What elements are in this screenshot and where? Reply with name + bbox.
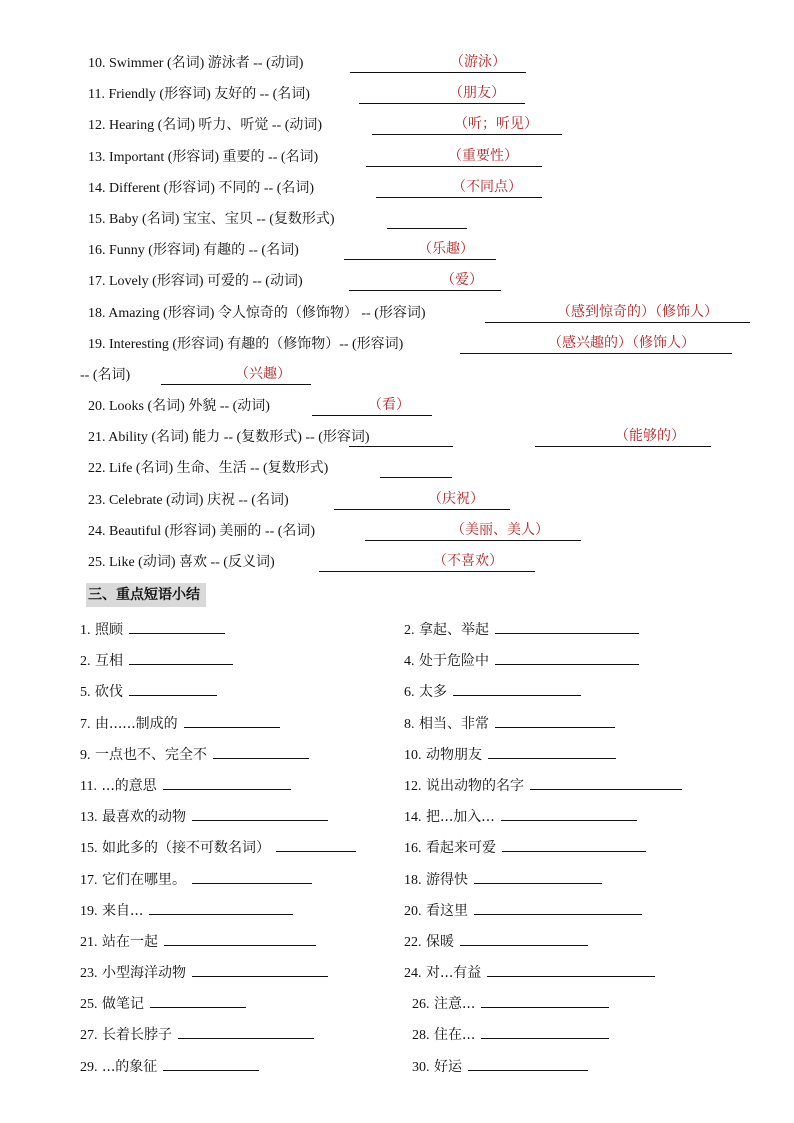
answer-blank[interactable] [163, 1054, 259, 1071]
phrase-item [80, 648, 233, 672]
phrase-number: 20. [404, 903, 422, 919]
answer-blank[interactable] [129, 617, 225, 634]
answer-text: （乐趣） [418, 241, 474, 258]
section-title: 三、重点短语小结 [86, 583, 206, 607]
answer-blank[interactable] [192, 867, 312, 884]
answer-blank[interactable] [334, 491, 510, 510]
answer-blank[interactable] [474, 867, 602, 884]
word-item-text: 18. Amazing (形容词) 令人惊奇的（修饰物） -- (形容词) [88, 305, 426, 321]
answer-blank[interactable] [149, 898, 293, 915]
answer-blank[interactable] [276, 835, 356, 852]
phrase-number: 2. [80, 654, 91, 670]
answer-blank[interactable] [535, 428, 711, 447]
word-item-text: 22. Life (名词) 生命、生活 -- (复数形式) [88, 461, 329, 477]
word-item-text: -- (名词) [80, 367, 131, 383]
answer-blank[interactable] [366, 148, 542, 167]
phrase-number: 1. [80, 623, 91, 638]
phrase-number: 13. [80, 810, 98, 826]
answer-blank[interactable] [495, 617, 639, 634]
word-item-row [0, 424, 794, 455]
phrase-text: 住在... [433, 1027, 476, 1044]
word-form-list [0, 50, 794, 580]
word-item-row [0, 81, 794, 112]
phrase-row [0, 643, 794, 674]
word-item-row [0, 518, 794, 549]
phrase-number: 7. [80, 716, 91, 732]
answer-blank[interactable] [178, 1022, 314, 1039]
phrase-row [0, 986, 794, 1017]
phrase-item [80, 711, 280, 735]
word-item-text: 17. Lovely (形容词) 可爱的 -- (动词) [88, 274, 303, 290]
word-item-row [0, 455, 794, 486]
phrase-item [80, 960, 328, 984]
phrase-text: 注意... [433, 996, 476, 1013]
word-item-row [0, 300, 794, 331]
phrase-text: 互相 [94, 653, 123, 670]
phrase-text: ...的意思 [101, 777, 157, 794]
answer-text: （重要性） [448, 147, 518, 164]
phrase-number: 18. [404, 872, 422, 888]
answer-blank[interactable] [380, 459, 452, 478]
phrase-item [80, 1022, 314, 1046]
word-item-text: 23. Celebrate (动词) 庆祝 -- (名词) [88, 492, 289, 508]
word-item-row [0, 50, 794, 81]
phrase-item [412, 1022, 609, 1046]
answer-blank[interactable] [481, 1022, 609, 1039]
phrase-number: 5. [80, 685, 91, 701]
phrase-item [404, 711, 615, 735]
answer-blank[interactable] [474, 898, 642, 915]
phrase-row [0, 674, 794, 705]
phrase-text: 看这里 [425, 902, 468, 919]
answer-blank[interactable] [150, 991, 246, 1008]
phrase-text: 看起来可爱 [425, 840, 496, 857]
answer-blank[interactable] [485, 304, 750, 323]
answer-text: （看） [368, 397, 410, 414]
word-item-row [0, 175, 794, 206]
answer-blank[interactable] [213, 742, 309, 759]
phrase-text: 最喜欢的动物 [101, 809, 186, 826]
answer-blank[interactable] [387, 210, 467, 229]
phrase-text: 小型海洋动物 [101, 965, 186, 982]
phrase-text: 照顾 [94, 622, 123, 638]
phrase-item [404, 742, 616, 766]
answer-text: （不喜欢） [433, 553, 503, 569]
phrase-text: 它们在哪里。 [101, 871, 186, 888]
phrase-text: 站在一起 [101, 933, 158, 950]
phrase-row [0, 830, 794, 861]
answer-blank[interactable] [349, 428, 453, 447]
answer-text: （感到惊奇的）（修饰人） [557, 303, 718, 320]
phrase-text: 做笔记 [101, 996, 144, 1013]
phrase-number: 30. [412, 1059, 430, 1075]
phrase-item [80, 617, 225, 641]
phrase-text: 把...加入... [425, 809, 495, 826]
phrase-number: 23. [80, 966, 98, 982]
phrase-text: 如此多的（接不可数名词） [101, 840, 270, 857]
answer-blank[interactable] [481, 991, 609, 1008]
phrase-text: 拿起、举起 [418, 622, 489, 638]
answer-blank[interactable] [184, 711, 280, 728]
answer-blank[interactable] [372, 116, 562, 135]
phrase-item [404, 835, 646, 859]
phrase-text: 动物朋友 [425, 746, 482, 763]
phrase-text: 砍伐 [94, 684, 123, 701]
answer-blank[interactable] [460, 929, 588, 946]
phrase-item [80, 742, 309, 766]
answer-blank[interactable] [312, 397, 432, 416]
phrase-row [0, 768, 794, 799]
phrase-number: 4. [404, 654, 415, 670]
phrase-text: 来自... [101, 902, 144, 919]
phrase-item [80, 835, 356, 859]
answer-blank[interactable] [161, 366, 311, 385]
phrase-text: 一点也不、完全不 [94, 746, 207, 763]
phrase-row [0, 862, 794, 893]
answer-blank[interactable] [164, 929, 316, 946]
phrase-item [412, 1054, 588, 1078]
phrase-item [80, 991, 246, 1015]
word-item-text: 12. Hearing (名词) 听力、听觉 -- (动词) [88, 118, 323, 134]
answer-blank[interactable] [487, 960, 655, 977]
answer-blank[interactable] [488, 742, 616, 759]
answer-blank[interactable] [530, 773, 682, 790]
phrase-row [0, 893, 794, 924]
answer-text: （爱） [441, 272, 483, 289]
phrase-number: 12. [404, 778, 422, 794]
phrase-text: 长着长脖子 [101, 1027, 172, 1044]
answer-text: （朋友） [449, 85, 505, 102]
answer-text: （能够的） [615, 428, 685, 445]
answer-text: （兴趣） [235, 365, 291, 382]
phrase-number: 8. [404, 716, 415, 732]
phrase-item [404, 898, 642, 922]
answer-blank[interactable] [468, 1054, 588, 1071]
phrase-row [0, 799, 794, 830]
phrase-row [0, 737, 794, 768]
phrase-item [404, 929, 588, 953]
answer-text: （庆祝） [428, 490, 484, 507]
answer-blank[interactable] [129, 679, 217, 696]
answer-blank[interactable] [344, 241, 496, 260]
word-item-text: 21. Ability (名词) 能力 -- (复数形式) -- (形容词) [88, 430, 370, 446]
answer-blank[interactable] [129, 648, 233, 665]
answer-text: （美丽、美人） [451, 521, 549, 538]
word-item-row [0, 331, 794, 362]
phrase-item [404, 617, 639, 641]
phrase-item [404, 960, 655, 984]
phrase-number: 28. [412, 1028, 430, 1044]
answer-blank[interactable] [365, 522, 581, 541]
word-item-row [0, 206, 794, 237]
phrase-text: 保暖 [425, 933, 454, 950]
phrase-number: 10. [404, 747, 422, 763]
answer-blank[interactable] [501, 804, 637, 821]
answer-blank[interactable] [502, 835, 646, 852]
phrase-number: 29. [80, 1059, 98, 1075]
phrase-number: 26. [412, 997, 430, 1013]
phrase-number: 11. [80, 778, 97, 794]
phrase-row [0, 924, 794, 955]
phrase-text: 太多 [418, 684, 447, 701]
phrase-number: 19. [80, 903, 98, 919]
phrase-text: 说出动物的名字 [425, 777, 524, 794]
phrase-number: 22. [404, 934, 422, 950]
answer-blank[interactable] [350, 54, 526, 73]
answer-text: （不同点） [452, 178, 522, 195]
phrase-item [80, 773, 291, 797]
answer-blank[interactable] [495, 648, 639, 665]
answer-blank[interactable] [376, 179, 542, 198]
phrase-list [0, 612, 794, 1080]
answer-text: （听；听见） [454, 116, 538, 133]
phrase-item [80, 929, 316, 953]
answer-blank[interactable] [453, 679, 581, 696]
phrase-number: 27. [80, 1028, 98, 1044]
word-item-text: 20. Looks (名词) 外貌 -- (动词) [88, 399, 270, 415]
phrase-text: 由......制成的 [94, 715, 178, 732]
phrase-number: 9. [80, 747, 91, 763]
phrase-item [80, 867, 312, 891]
phrase-item [404, 648, 639, 672]
word-item-row [0, 487, 794, 518]
phrase-number: 17. [80, 872, 98, 888]
word-item-row [0, 237, 794, 268]
phrase-item [80, 679, 217, 703]
phrase-number: 2. [404, 623, 415, 638]
answer-blank[interactable] [495, 711, 615, 728]
word-item-text: 19. Interesting (形容词) 有趣的（修饰物）-- (形容词) [88, 336, 404, 352]
phrase-number: 6. [404, 685, 415, 701]
word-item-text: 11. Friendly (形容词) 友好的 -- (名词) [88, 87, 310, 103]
phrase-item [404, 804, 637, 828]
word-item-row [0, 268, 794, 299]
phrase-number: 21. [80, 934, 98, 950]
answer-blank[interactable] [460, 335, 732, 354]
phrase-text: 游得快 [425, 871, 468, 888]
answer-blank[interactable] [319, 553, 535, 572]
phrase-row [0, 1017, 794, 1048]
word-item-text: 24. Beautiful (形容词) 美丽的 -- (名词) [88, 523, 316, 539]
word-item-row [0, 112, 794, 143]
phrase-number: 14. [404, 810, 422, 826]
phrase-number: 15. [80, 841, 98, 857]
answer-text: （感兴趣的）（修饰人） [548, 334, 695, 351]
answer-blank[interactable] [349, 272, 501, 291]
word-item-text: 15. Baby (名词) 宝宝、宝贝 -- (复数形式) [88, 211, 335, 227]
phrase-item [80, 898, 293, 922]
word-item-text: 16. Funny (形容词) 有趣的 -- (名词) [88, 243, 299, 259]
answer-blank[interactable] [359, 85, 525, 104]
word-item-row [0, 393, 794, 424]
word-item-text: 14. Different (形容词) 不同的 -- (名词) [88, 180, 315, 196]
phrase-text: ...的象征 [101, 1058, 158, 1075]
phrase-number: 25. [80, 997, 98, 1013]
answer-text: （游泳） [450, 54, 506, 70]
phrase-row [0, 1049, 794, 1080]
answer-blank[interactable] [192, 960, 328, 977]
phrase-item [80, 1054, 259, 1078]
phrase-text: 对...有益 [425, 965, 482, 982]
phrase-row [0, 612, 794, 643]
phrase-row [0, 706, 794, 737]
phrase-text: 处于危险中 [418, 653, 489, 670]
word-item-text: 25. Like (动词) 喜欢 -- (反义词) [88, 555, 275, 570]
word-item-row [0, 362, 794, 393]
word-item-row [0, 144, 794, 175]
phrase-item [412, 991, 609, 1015]
phrase-item [404, 679, 581, 703]
phrase-number: 16. [404, 841, 422, 857]
phrase-text: 相当、非常 [418, 715, 489, 732]
answer-blank[interactable] [192, 804, 328, 821]
phrase-item [404, 773, 682, 797]
phrase-item [80, 804, 328, 828]
phrase-item [404, 867, 602, 891]
word-item-text: 10. Swimmer (名词) 游泳者 -- (动词) [88, 56, 304, 71]
word-item-text: 13. Important (形容词) 重要的 -- (名词) [88, 149, 319, 165]
phrase-text: 好运 [433, 1058, 462, 1075]
answer-blank[interactable] [163, 773, 291, 790]
phrase-number: 24. [404, 966, 422, 982]
phrase-row [0, 955, 794, 986]
word-item-row [0, 549, 794, 580]
